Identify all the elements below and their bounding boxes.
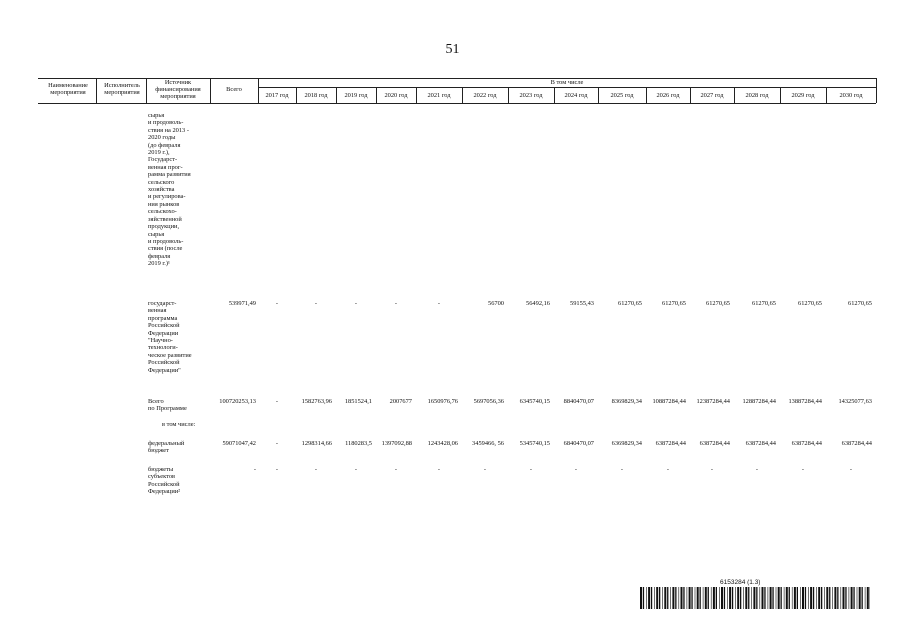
barcode-bar [867, 587, 869, 609]
header-col-executor: Исполнитель мероприятия [104, 82, 140, 96]
barcode-bar [711, 587, 712, 609]
row-year-value: 61270,65 [798, 300, 822, 307]
row-year-value: 1397092,88 [381, 440, 412, 447]
row-year-value: 1298314,66 [301, 440, 332, 447]
row-year-value: 6840470,07 [563, 440, 594, 447]
row-source-label: в том числе: [162, 421, 196, 428]
row-year-value: 6387284,44 [841, 440, 872, 447]
barcode-bar [832, 587, 833, 609]
barcode-bar [784, 587, 785, 609]
barcode-bar [654, 587, 655, 609]
page-number: 51 [445, 42, 460, 57]
row-year-value: 6387284,44 [655, 440, 686, 447]
header-year: 2022 год [473, 92, 497, 99]
row-year-value: 1650976,76 [427, 398, 458, 405]
barcode-bar [776, 587, 777, 609]
row-year-value: 5697056,36 [473, 398, 504, 405]
barcode-bar [862, 587, 863, 609]
row-year-value: - [801, 466, 805, 473]
barcode-bar [818, 587, 820, 609]
row-year-value: 13887284,44 [788, 398, 822, 405]
barcode-bar [691, 587, 692, 609]
barcode-bar [808, 587, 809, 609]
barcode-bar [797, 587, 798, 609]
barcode-bar [824, 587, 825, 609]
row-year-value: - [437, 466, 441, 473]
barcode-bar [762, 587, 764, 609]
barcode-bar [735, 587, 736, 609]
row-year-value: - [849, 466, 853, 473]
barcode-bar [792, 587, 793, 609]
barcode-bar [667, 587, 668, 609]
document-code: 6153284 (1.3) [720, 579, 761, 586]
barcode-bar [760, 587, 761, 609]
barcode-bar [821, 587, 822, 609]
header-year: 2026 год [656, 92, 680, 99]
barcode-bar [740, 587, 741, 609]
barcode-bar [640, 587, 642, 609]
header-group-label: В том числе [550, 79, 584, 86]
row-year-value: 1582763,96 [301, 398, 332, 405]
barcode-bar [772, 587, 773, 609]
header-divider [146, 78, 147, 103]
row-year-value: 3459466, 56 [472, 440, 504, 447]
row-year-value: 1851524,1 [344, 398, 372, 405]
barcode-bar [802, 587, 804, 609]
barcode-bar [859, 587, 861, 609]
barcode-bar [800, 587, 801, 609]
header-col-source: Источник финансирования мероприятия [155, 79, 201, 100]
barcode-bar [737, 587, 739, 609]
barcode-bar [683, 587, 684, 609]
header-year: 2018 год [304, 92, 328, 99]
barcode-bar [789, 587, 790, 609]
barcode-bar [695, 587, 696, 609]
header-col-total: Всего [226, 86, 242, 93]
barcode-bar [805, 587, 806, 609]
header-col-name: Наименование мероприятия [48, 82, 88, 96]
row-year-value: 6345740,15 [519, 398, 550, 405]
barcode-bar [768, 587, 769, 609]
barcode-bar [813, 587, 814, 609]
barcode-bar [751, 587, 752, 609]
barcode-bar [681, 587, 683, 609]
barcode-bar [679, 587, 680, 609]
row-year-value: 6369829,34 [611, 440, 642, 447]
row-year-value: 8840470,07 [563, 398, 594, 405]
barcode-bar [753, 587, 755, 609]
header-year: 2021 год [427, 92, 451, 99]
barcode-bar [764, 587, 765, 609]
row-year-value: - [437, 300, 441, 307]
row-year-value: 1180283,5 [345, 440, 372, 447]
barcode-bar [648, 587, 650, 609]
row-source-label: государст- венная программа Российской Федерации "Научно- технологи- ческое развитие Российской Федерации" [148, 300, 192, 374]
barcode-bar [849, 587, 850, 609]
barcode-bar [721, 587, 723, 609]
row-year-value: 6387284,44 [699, 440, 730, 447]
row-year-value: - [710, 466, 714, 473]
barcode-bar [675, 587, 676, 609]
row-year-value: - [394, 466, 398, 473]
row-year-value: 5345740,15 [519, 440, 550, 447]
row-year-value: - [275, 398, 279, 405]
header-group-rule [258, 87, 876, 88]
row-year-value: - [314, 466, 318, 473]
header-year: 2027 год [700, 92, 724, 99]
barcode-bar [732, 587, 733, 609]
barcode-bar [843, 587, 845, 609]
header-year: 2019 год [344, 92, 368, 99]
barcode-bar [851, 587, 853, 609]
barcode-bar [672, 587, 674, 609]
barcode-bar [816, 587, 817, 609]
barcode-bar [748, 587, 749, 609]
row-year-value: - [354, 300, 358, 307]
header-year: 2030 год [839, 92, 863, 99]
row-year-value: - [314, 300, 318, 307]
row-year-value: - [275, 466, 279, 473]
row-year-value: - [275, 440, 279, 447]
barcode-bar [662, 587, 663, 609]
row-year-value: 2007677 [389, 398, 412, 405]
barcode-bar [703, 587, 704, 609]
row-year-value: 61270,65 [662, 300, 686, 307]
header-year: 2024 год [564, 92, 588, 99]
header-divider [210, 78, 211, 103]
row-source-label: федеральный бюджет [148, 440, 185, 455]
barcode-bar [643, 587, 644, 609]
row-year-value: - [529, 466, 533, 473]
barcode-bar [837, 587, 838, 609]
row-year-value: 10887284,44 [652, 398, 686, 405]
barcode-bar [689, 587, 691, 609]
barcode-bar [781, 587, 782, 609]
row-total: 59071047,42 [222, 440, 256, 447]
barcode-bar [743, 587, 744, 609]
barcode-bar [745, 587, 747, 609]
barcode-bar [646, 587, 647, 609]
row-year-value: 8369829,34 [611, 398, 642, 405]
barcode-bar [770, 587, 772, 609]
barcode-bar [845, 587, 846, 609]
barcode-bar [697, 587, 699, 609]
row-year-value: 61270,65 [618, 300, 642, 307]
barcode-bar [687, 587, 688, 609]
row-year-value: 6387284,44 [745, 440, 776, 447]
barcode-bar [756, 587, 757, 609]
barcode-bar [810, 587, 812, 609]
barcode-bar [716, 587, 717, 609]
barcode-bar [786, 587, 788, 609]
row-year-value: 61270,65 [706, 300, 730, 307]
row-year-value: - [666, 466, 670, 473]
row-year-value: 56492,16 [526, 300, 550, 307]
row-year-value: - [483, 466, 487, 473]
barcode-bar [829, 587, 830, 609]
row-year-value: 61270,65 [848, 300, 872, 307]
row-year-value: 12387284,44 [696, 398, 730, 405]
barcode-bar [841, 587, 842, 609]
row-year-value: 14325077,63 [838, 398, 872, 405]
header-year: 2020 год [384, 92, 408, 99]
row-year-value: - [275, 300, 279, 307]
header-year: 2029 год [791, 92, 815, 99]
barcode [640, 587, 870, 609]
header-divider [876, 78, 877, 103]
row-year-value: 6387284,44 [791, 440, 822, 447]
row-year-value: 12887284,44 [742, 398, 776, 405]
header-divider [96, 78, 97, 103]
barcode-bar [705, 587, 707, 609]
row-year-value: - [394, 300, 398, 307]
row-total: - [253, 466, 256, 473]
barcode-bar [727, 587, 728, 609]
barcode-bar [729, 587, 731, 609]
row-year-value: 59155,43 [570, 300, 594, 307]
header-year: 2023 год [519, 92, 543, 99]
header-year: 2028 год [745, 92, 769, 99]
barcode-bar [659, 587, 660, 609]
header-year: 2025 год [610, 92, 634, 99]
row-year-value: - [620, 466, 624, 473]
row-year-value: 61270,65 [752, 300, 776, 307]
barcode-bar [719, 587, 720, 609]
row-year-value: - [574, 466, 578, 473]
barcode-bar [778, 587, 780, 609]
barcode-bar [700, 587, 701, 609]
barcode-bar [853, 587, 854, 609]
barcode-bar [865, 587, 866, 609]
header-year: 2017 год [265, 92, 289, 99]
header-bottom-rule [38, 103, 876, 104]
row-year-value: - [755, 466, 759, 473]
barcode-bar [656, 587, 658, 609]
barcode-bar [670, 587, 671, 609]
barcode-bar [651, 587, 652, 609]
barcode-bar [713, 587, 715, 609]
row-year-value: 56700 [488, 300, 504, 307]
source-block-continued: сырья и продоволь- ствия на 2013 - 2020 годы (до февраля 2019 г.), Государст- венная прог- рамма развития сельского хозяйства и регулирова- ния рынков сельскохо- зяйственной продукции, сырья и продоволь- ствия (после февраля 2019 г.)¹ [148, 112, 191, 268]
barcode-bar [724, 587, 725, 609]
barcode-bar [794, 587, 796, 609]
row-year-value: - [354, 466, 358, 473]
row-total: 539971,49 [228, 300, 256, 307]
row-source-label: Всего по Программе [148, 398, 187, 413]
row-source-label: бюджеты субъектов Российской Федерации² [148, 466, 181, 496]
barcode-bar [664, 587, 666, 609]
barcode-bar [834, 587, 836, 609]
row-year-value: 1243428,06 [427, 440, 458, 447]
barcode-bar [857, 587, 858, 609]
barcode-bar [826, 587, 828, 609]
barcode-bar [708, 587, 709, 609]
row-total: 100720253,13 [219, 398, 256, 405]
